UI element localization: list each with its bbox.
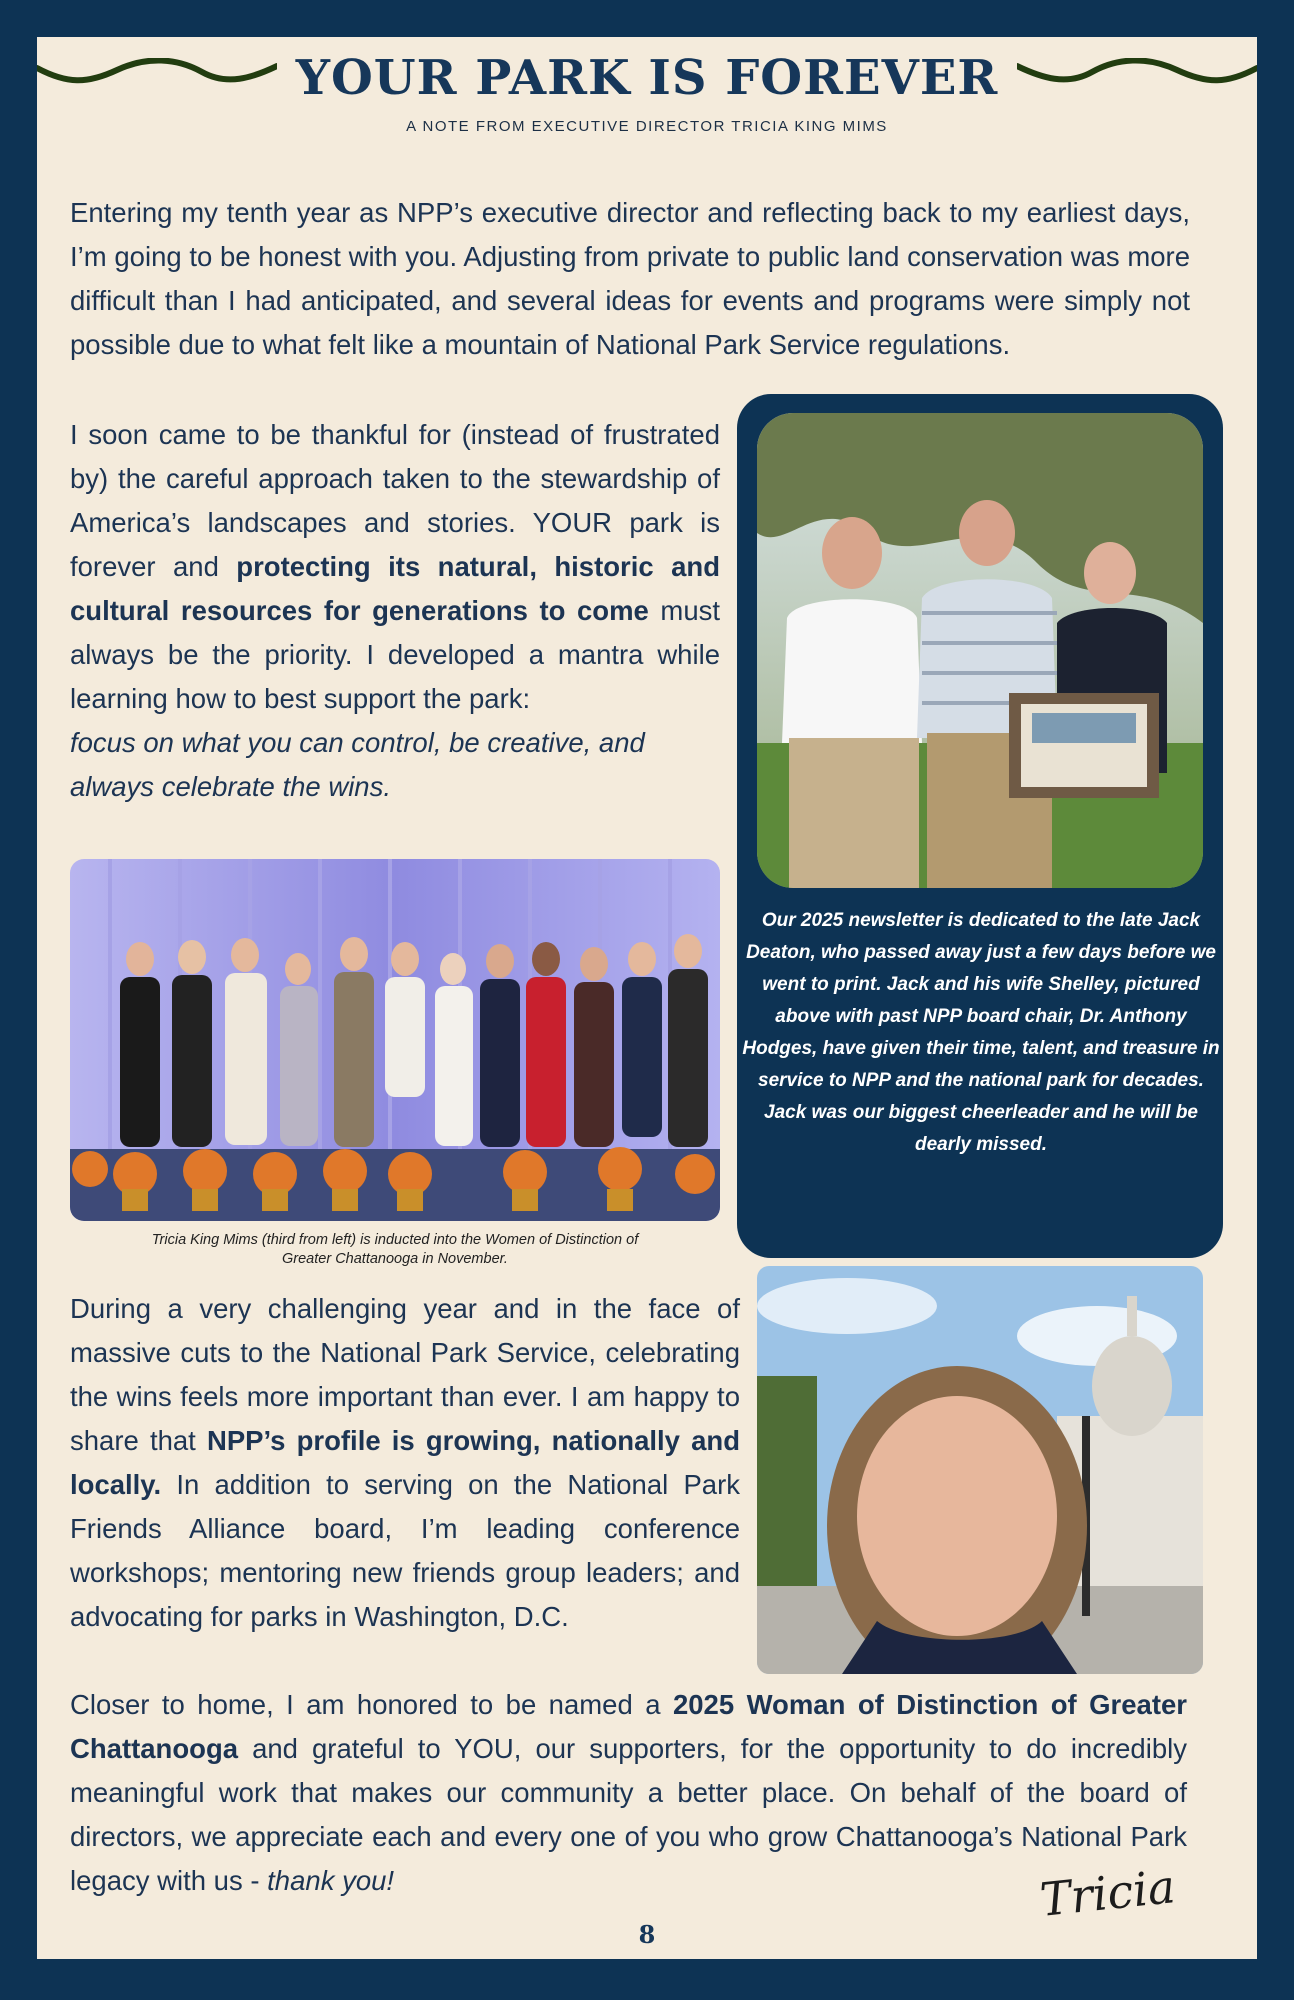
page-title: YOUR PARK IS FOREVER [295,50,999,106]
page-number: 8 [638,1920,656,1949]
deaton-photo [757,413,1203,888]
capitol-selfie-photo [757,1266,1203,1674]
thank-you-text: thank you! [267,1865,395,1896]
distinction-emphasis: 2025 Woman of Distinction of Greater Chattanooga [70,1689,1187,1764]
stewardship-emphasis: protecting its natural, historic and cultural resources for generations to come [70,551,720,626]
women-of-distinction-photo [70,859,720,1221]
page-subtitle: A NOTE FROM EXECUTIVE DIRECTOR TRICIA KING MIMS [406,118,888,135]
stewardship-paragraph: I soon came to be thankful for (instead of frustrated by) the careful approach taken to the stewardship of America’s landscapes and stories. YOUR park is forever and protecting its natural, historic and cultural resources for generations to come must always be the priority. I developed a mantra while learning how to best support the park: focus on what you can control, be creative, and always celebrate the wins. [70,413,720,809]
closing-paragraph: Closer to home, I am honored to be named a 2025 Woman of Distinction of Greater Chattanooga and grateful to YOU, our supporters, for the opportunity to do incredibly meaningful work that makes our community a better place. On behalf of the board of directors, we appreciate each and every one of you who grow Chattanooga’s National Park legacy with us - thank you! [70,1689,1187,1896]
group-photo-caption: Tricia King Mims (third from left) is inducted into the Women of Distinction of Greater Chattanooga in November. [151,1232,639,1267]
mantra-text: focus on what you can control, be creative, and always celebrate the wins. [70,727,645,802]
intro-paragraph: Entering my tenth year as NPP’s executive director and reflecting back to my earliest days, I’m going to be honest with you. Adjusting from private to public land conservation was more difficult than I had anticipated, and several ideas for events and programs were simply not possible due to what felt like a mountain of National Park Service regulations. [70,197,1190,360]
dedication-text: Our 2025 newsletter is dedicated to the late Jack Deaton, who passed away just a few days before we went to print. Jack and his wife Shelley, pictured above with past NPP board chair, Dr. Anthony Hodges, have given their time, talent, and treasure in service to NPP and the national park for decades. Jack was our biggest cheerleader and he will be dearly missed. [742,910,1220,1155]
signature: Tricia [1037,1859,1178,1927]
challenging-year-paragraph: During a very challenging year and in the face of massive cuts to the National Park Service, celebrating the wins feels more important than ever. I am happy to share that NPP’s profile is growing, nationally and locally. In addition to serving on the National Park Friends Alliance board, I’m leading conference workshops; mentoring new friends group leaders; and advocating for parks in Washington, D.C. [70,1293,740,1632]
profile-emphasis: NPP’s profile is growing, nationally and locally. [70,1425,740,1500]
